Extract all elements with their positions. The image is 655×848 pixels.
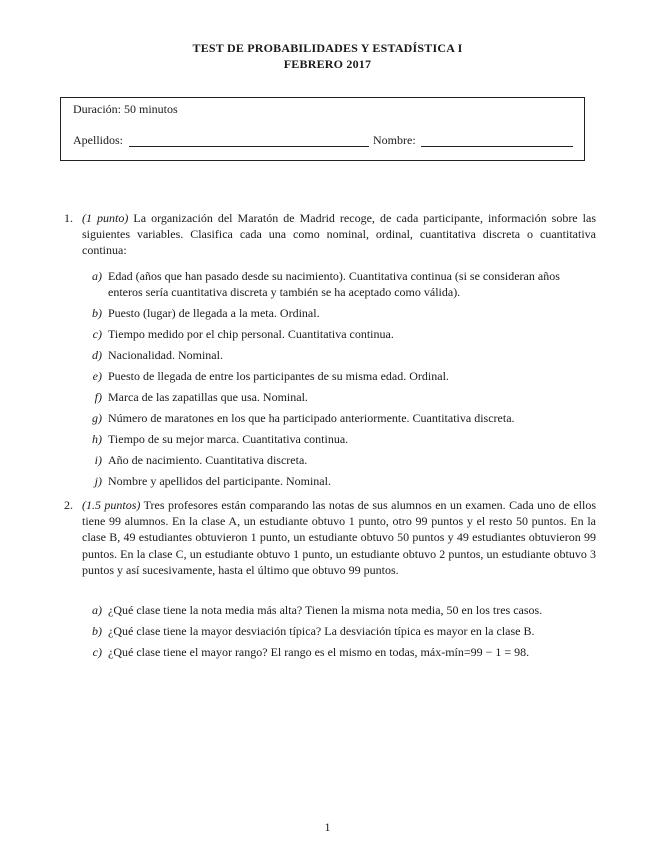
question-1	[64, 210, 596, 259]
item-text: Nacionalidad. Nominal.	[108, 348, 223, 362]
q1-item-a	[82, 268, 596, 300]
item-text: Marca de las zapatillas que usa. Nominal.	[108, 390, 308, 404]
q2-item-b	[82, 623, 596, 639]
q2-item-c	[82, 644, 596, 660]
q1-item-c	[82, 326, 596, 342]
q1-item-e	[82, 368, 596, 384]
item-label: c)	[92, 327, 102, 341]
q1-item-b	[82, 305, 596, 321]
question-2-number: 2.	[64, 498, 73, 512]
item-label: h)	[92, 432, 102, 446]
page-number: 1	[324, 820, 331, 834]
q1-item-i	[82, 452, 596, 468]
q1-item-h	[82, 431, 596, 447]
surname-label: Apellidos:	[73, 133, 123, 147]
q1-item-j	[82, 473, 596, 489]
item-label: g)	[92, 411, 102, 425]
item-text: Nombre y apellidos del participante. Nominal.	[108, 474, 331, 488]
q1-item-f	[82, 389, 596, 405]
item-text: Edad (años que han pasado desde su nacimiento). Cuantitativa continua (si se consideran años enteros sería cuantitativa discreta y también se ha aceptado como válida).	[108, 269, 560, 299]
name-field[interactable]	[421, 146, 573, 147]
item-label: i)	[94, 453, 102, 467]
item-label: b)	[92, 624, 102, 638]
question-1-points: (1 punto)	[82, 211, 129, 225]
item-text: ¿Qué clase tiene la nota media más alta? Tienen la misma nota media, 50 en los tres casos.	[108, 603, 543, 617]
item-text: Número de maratones en los que ha participado anteriormente. Cuantitativa discreta.	[108, 411, 515, 425]
surname-field[interactable]	[129, 146, 369, 147]
item-text: ¿Qué clase tiene el mayor rango? El rango es el mismo en todas, máx-mín=99 − 1 = 98.	[108, 645, 530, 659]
q1-item-d	[82, 347, 596, 363]
item-label: a)	[92, 603, 102, 617]
item-text: Tiempo medido por el chip personal. Cuantitativa continua.	[108, 327, 394, 341]
exam-title: TEST DE PROBABILIDADES Y ESTADÍSTICA I	[192, 41, 463, 55]
q2-item-a	[82, 602, 596, 618]
item-label: j)	[94, 474, 102, 488]
question-2-text: Tres profesores están comparando las notas de sus alumnos en un examen. Cada uno de ellos tiene 99 alumnos. En la clase A, un estudiante obtuvo 1 punto, otro 99 puntos y el resto 50 puntos. En la clase B, 49 estudiantes obtuvieron 1 punto, un estudiante obtuvo 50 puntos y 49 estudiantes obtuvieron 99 puntos. En la clase C, un estudiante obtuvo 1 punto, un estudiante obtuvo 2 puntos, un estudiante obtuvo 3 puntos y así sucesivamente, hasta el último que obtuvo 99 puntos.	[82, 498, 597, 577]
item-label: b)	[92, 306, 102, 320]
question-1-number: 1.	[64, 211, 73, 225]
student-info-box	[60, 97, 585, 161]
question-1-text: La organización del Maratón de Madrid recoge, de cada participante, información sobre las siguientes variables. Clasifica cada una como nominal, ordinal, cuantitativa discreta o cuantitativa continua:	[82, 211, 596, 258]
name-label: Nombre:	[373, 133, 416, 147]
item-text: Año de nacimiento. Cuantitativa discreta.	[108, 453, 308, 467]
item-text: Puesto (lugar) de llegada a la meta. Ordinal.	[108, 306, 320, 320]
exam-date: FEBRERO 2017	[283, 57, 372, 71]
item-text: Tiempo de su mejor marca. Cuantitativa continua.	[108, 432, 349, 446]
item-label: e)	[92, 369, 102, 383]
q1-item-g	[82, 410, 596, 426]
item-text: Puesto de llegada de entre los participantes de su misma edad. Ordinal.	[108, 369, 449, 383]
item-label: d)	[92, 348, 102, 362]
item-label: a)	[92, 269, 102, 283]
duration-text: Duración: 50 minutos	[73, 102, 178, 116]
item-label: f)	[94, 390, 102, 404]
question-2	[64, 497, 596, 578]
question-2-points: (1.5 puntos)	[82, 498, 141, 512]
item-label: c)	[92, 645, 102, 659]
item-text: ¿Qué clase tiene la mayor desviación típica? La desviación típica es mayor en la clase B.	[108, 624, 535, 638]
